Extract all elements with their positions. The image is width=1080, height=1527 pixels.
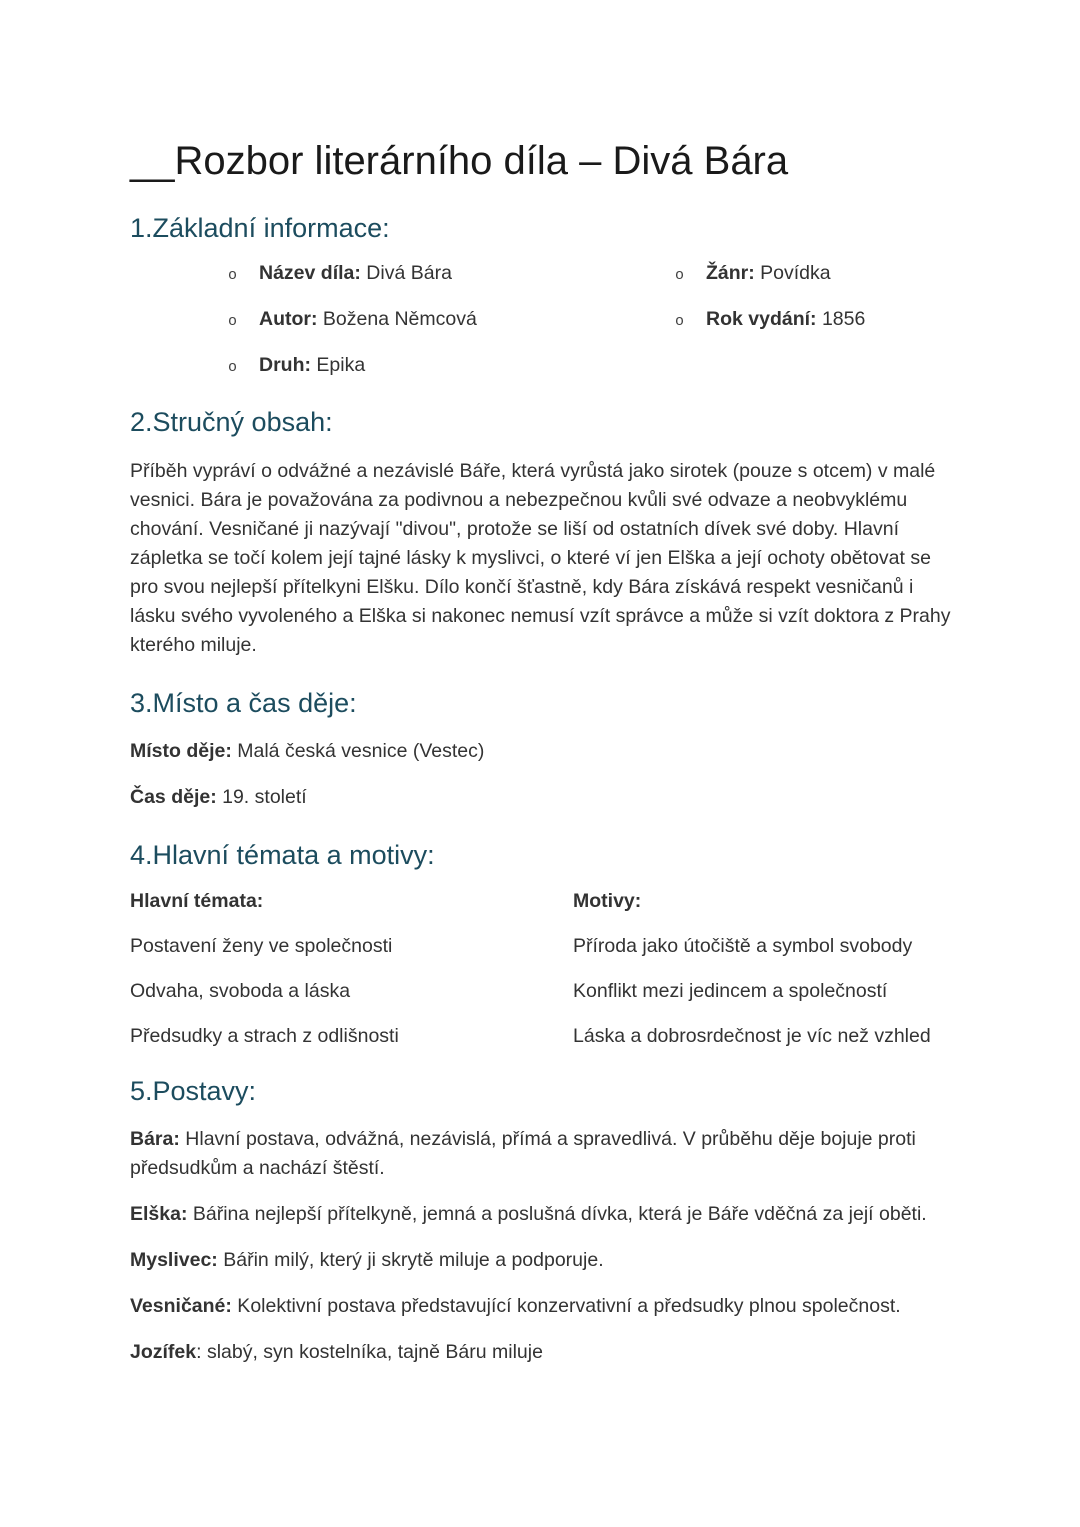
character-name: Myslivec: — [130, 1248, 218, 1271]
themes-right-header: Motivy: — [573, 889, 642, 912]
item-label: Autor: — [259, 308, 318, 331]
item-value: Divá Bára — [360, 262, 452, 285]
list-item — [577, 262, 955, 287]
bullet-circle-icon: o — [675, 267, 685, 285]
summary-paragraph: Příběh vypráví o odvážné a nezávislé Báře, která vyrůstá jako sirotek (pouze s otcem) v malé vesnici. Bára je považována za podivnou a nebezpečnou kvůli své odvaze a neobvyklému chování. Vesničané ji nazývají "divou", protože se liší od ostatních dívek své doby. Hlavní zápletka se točí kolem její tajné lásky k myslivci, o které ví jen Elška a její ochoty obětovat se pro svou nejlepší přítelkyni Elšku. Dílo končí šťastně, kdy Bára získává respekt vesničanů i lásku svého vyvoleného a Elška si nakonec nemusí vzít správce a může si vzít doktora z Prahy kterého miluje. — [130, 459, 951, 656]
list-item — [130, 354, 577, 379]
character-description: Kolektivní postava představující konzervativní a předsudky plnou společnost. — [231, 1294, 901, 1317]
setting-time-label: Čas děje: — [130, 786, 217, 809]
list-item — [577, 308, 955, 333]
character-name: Elška: — [130, 1202, 188, 1225]
theme-item: Odvaha, svoboda a láska — [130, 979, 351, 1002]
character-paragraph — [130, 1338, 955, 1367]
setting-time-line — [130, 783, 955, 812]
section-heading-basic-info: 1.Základní informace: — [130, 213, 390, 243]
item-label: Název díla: — [259, 262, 361, 285]
themes-left-header: Hlavní témata: — [130, 889, 264, 912]
bullet-circle-icon: o — [675, 313, 685, 331]
character-description: Bářin milý, který ji skrytě miluje a podporuje. — [217, 1248, 604, 1271]
basic-info-list — [130, 262, 955, 379]
setting-time-value: 19. století — [216, 786, 307, 809]
theme-item: Předsudky a strach z odlišnosti — [130, 1024, 399, 1047]
character-paragraph — [130, 1200, 955, 1229]
character-name: Jozífek — [130, 1340, 197, 1363]
themes-table — [130, 890, 955, 1048]
character-paragraph — [130, 1292, 955, 1321]
item-label: Druh: — [259, 354, 311, 377]
motif-item: Konflikt mezi jedincem a společností — [573, 979, 888, 1002]
item-label: Žánr: — [706, 262, 755, 285]
list-item — [130, 308, 577, 333]
bullet-circle-icon: o — [228, 359, 238, 377]
theme-item: Postavení ženy ve společnosti — [130, 934, 393, 957]
character-name: Bára: — [130, 1127, 180, 1150]
motif-item: Příroda jako útočiště a symbol svobody — [573, 934, 913, 957]
character-name: Vesničané: — [130, 1294, 232, 1317]
setting-place-label: Místo děje: — [130, 740, 232, 763]
character-paragraph — [130, 1246, 955, 1275]
item-value: Epika — [311, 354, 366, 377]
setting-place-value: Malá česká vesnice (Vestec) — [231, 740, 485, 763]
list-item — [130, 262, 577, 287]
character-description: Hlavní postava, odvážná, nezávislá, přímá a spravedlivá. V průběhu děje bojuje proti předsudkům a nachází štěstí. — [130, 1127, 916, 1179]
character-description: : slabý, syn kostelníka, tajně Báru miluje — [196, 1340, 543, 1363]
section-heading-summary: 2.Stručný obsah: — [130, 407, 333, 438]
item-value: 1856 — [816, 308, 866, 331]
section-heading-characters: 5.Postavy: — [130, 1075, 257, 1106]
motif-item: Láska a dobrosrdečnost je víc než vzhled — [573, 1024, 931, 1047]
bullet-circle-icon: o — [228, 313, 238, 331]
character-paragraph — [130, 1125, 955, 1183]
item-value: Božena Němcová — [317, 308, 477, 331]
character-description: Bářina nejlepší přítelkyně, jemná a poslušná dívka, která je Báře vděčná za její oběti. — [187, 1202, 927, 1225]
section-heading-themes: 4.Hlavní témata a motivy: — [130, 840, 435, 871]
section-heading-setting: 3.Místo a čas děje: — [130, 687, 357, 718]
item-label: Rok vydání: — [706, 308, 817, 331]
setting-place-line — [130, 737, 955, 766]
item-value: Povídka — [754, 262, 831, 285]
document-title: __Rozbor literárního díla – Divá Bára — [130, 139, 789, 183]
bullet-circle-icon: o — [228, 267, 238, 285]
